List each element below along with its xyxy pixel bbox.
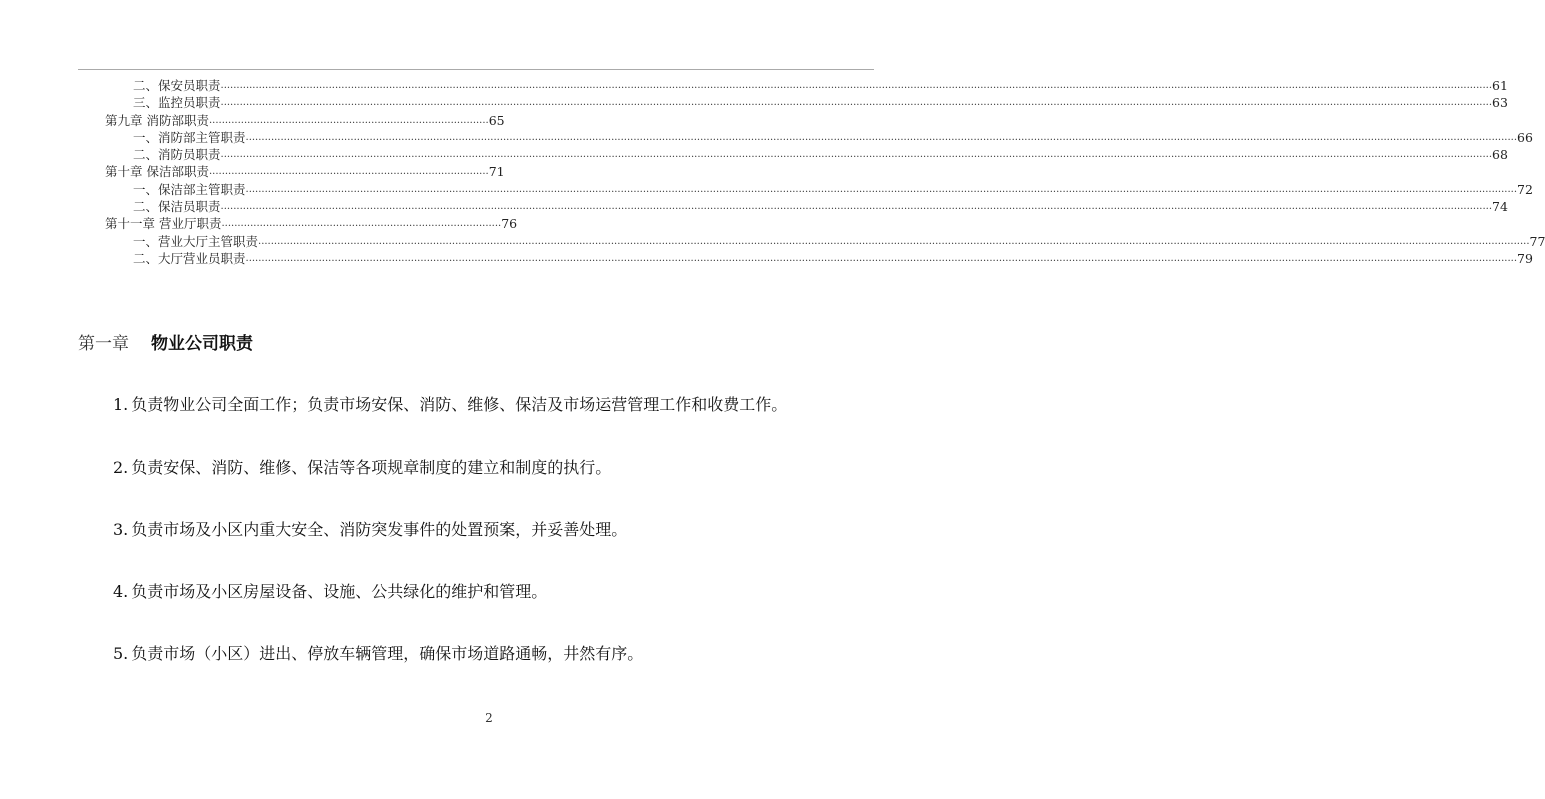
duty-number: 2.: [113, 458, 129, 477]
toc-entry-title: 三、监控员职责: [133, 95, 221, 111]
duty-text: 负责安保、消防、维修、保洁等各项规章制度的建立和制度的执行。: [131, 458, 612, 477]
duty-item: [113, 455, 611, 478]
toc-dot-leader: ................................................................................................................................................................................................................................................................................................................................................................................................................: [220, 201, 1492, 213]
header-rule: [78, 69, 874, 70]
toc-dot-leader: ................................................................................................................................................................................................................................................................................................................................................................................................................: [245, 252, 1517, 264]
duty-number: 3.: [113, 520, 129, 539]
toc-entry[interactable]: [78, 198, 1508, 215]
toc-entry-title: 第十章 保洁部职责: [105, 164, 209, 180]
toc-dot-leader: ........................................................................................: [208, 166, 489, 178]
duty-number: 5.: [113, 644, 129, 663]
duty-number: 4.: [113, 582, 129, 601]
toc-dot-leader: ........................................................................................: [221, 218, 502, 230]
toc-entry-page: 79: [1517, 250, 1533, 266]
toc-entry-page: 65: [488, 112, 505, 128]
page-number: 2: [485, 711, 493, 725]
toc-entry-title: 二、消防员职责: [133, 147, 221, 163]
duty-item: [113, 579, 547, 602]
toc-dot-leader: ................................................................................................................................................................................................................................................................................................................................................................................................................: [245, 183, 1517, 195]
toc-entry[interactable]: [78, 181, 1533, 198]
toc-entry-page: 72: [1517, 181, 1533, 197]
toc-entry-title: 一、消防部主管职责: [133, 129, 246, 145]
toc-dot-leader: ................................................................................................................................................................................................................................................................................................................................................................................................................: [220, 97, 1492, 109]
toc-entry-page: 77: [1529, 233, 1545, 249]
duty-text: 负责市场及小区内重大安全、消防突发事件的处置预案，并妥善处理。: [131, 520, 628, 539]
toc-dot-leader: ................................................................................................................................................................................................................................................................................................................................................................................................................: [245, 131, 1517, 143]
toc-entry[interactable]: [78, 94, 1508, 111]
toc-entry-chapter[interactable]: [78, 163, 874, 180]
duty-item: [113, 517, 627, 540]
chapter-title: 物业公司职责: [151, 333, 253, 354]
toc-entry-page: 61: [1492, 78, 1508, 93]
toc-entry[interactable]: [78, 129, 1533, 146]
toc-entry-page: 63: [1492, 95, 1508, 111]
toc-entry[interactable]: [78, 233, 1545, 250]
chapter-number: 第一章: [78, 333, 129, 354]
duty-text: 负责市场（小区）进出、停放车辆管理，确保市场道路通畅，井然有序。: [131, 644, 644, 663]
chapter-heading: [78, 328, 253, 354]
toc-entry-page: 76: [501, 216, 518, 232]
toc-dot-leader: ................................................................................................................................................................................................................................................................................................................................................................................................................: [220, 149, 1492, 161]
toc-entry-page: 68: [1492, 147, 1508, 163]
toc-entry-page: 71: [488, 164, 505, 180]
duty-text: 负责物业公司全面工作；负责市场安保、消防、维修、保洁及市场运营管理工作和收费工作。: [131, 395, 788, 414]
duty-text: 负责市场及小区房屋设备、设施、公共绿化的维护和管理。: [131, 582, 548, 601]
duty-item: [113, 641, 643, 664]
toc-entry-title: 二、大厅营业员职责: [133, 250, 246, 266]
toc-entry-title: 第九章 消防部职责: [105, 112, 209, 128]
toc-dot-leader: ................................................................................................................................................................................................................................................................................................................................................................................................................: [258, 235, 1530, 247]
table-of-contents: [78, 77, 1545, 267]
toc-entry[interactable]: [78, 77, 1508, 94]
toc-entry-title: 一、营业大厅主管职责: [133, 233, 259, 249]
toc-entry-chapter[interactable]: [78, 112, 874, 129]
toc-entry-title: 二、保安员职责: [133, 78, 221, 93]
toc-dot-leader: ................................................................................................................................................................................................................................................................................................................................................................................................................: [220, 80, 1492, 91]
toc-entry[interactable]: [78, 250, 1533, 267]
toc-entry-title: 一、保洁部主管职责: [133, 181, 246, 197]
toc-entry-page: 66: [1517, 129, 1533, 145]
toc-entry-chapter[interactable]: [78, 215, 874, 232]
duty-number: 1.: [113, 395, 129, 414]
toc-entry-page: 74: [1492, 199, 1508, 215]
toc-entry-title: 第十一章 营业厅职责: [105, 216, 222, 232]
duty-item: [113, 392, 787, 415]
toc-entry[interactable]: [78, 146, 1508, 163]
toc-dot-leader: ........................................................................................: [208, 114, 489, 126]
toc-entry-title: 二、保洁员职责: [133, 199, 221, 215]
